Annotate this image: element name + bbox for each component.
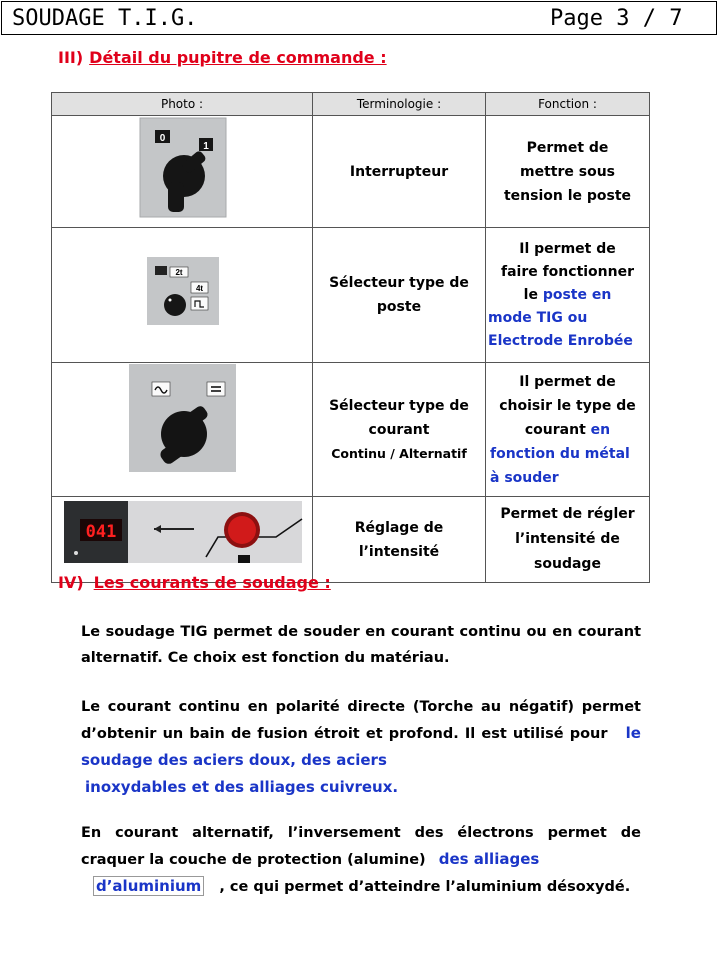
header-function: Fonction : (486, 93, 650, 116)
terminology-power-switch: Interrupteur (313, 116, 486, 228)
header-photo: Photo : (52, 93, 313, 116)
table-row (52, 116, 650, 228)
mode-label-4t: 4t (195, 284, 204, 293)
terminology-mode-selector: Sélecteur type de poste (313, 228, 486, 363)
page-header (1, 1, 717, 35)
current-selector-image (56, 363, 308, 488)
table-row (52, 497, 650, 583)
table-row (52, 228, 650, 363)
switch-label-1: 1 (203, 141, 209, 152)
photo-current-selector (52, 363, 313, 497)
paragraph-3: En courant alternatif, l’inversement des électrons permet de craquer la couche de protection (alumine) des alliages d’aluminium , ce qui permet d’atteindre l’aluminium désoxydé. (81, 825, 641, 895)
function-current-selector: Il permet de choisir le type de courant en fonction du métal à souder (486, 363, 650, 497)
page-number: Page 3 / 7 (550, 6, 683, 31)
paragraph-1: Le soudage TIG permet de souder en courant continu ou en courant alternatif. Ce choix est fonction du matériau. (81, 624, 641, 666)
header-terminology: Terminologie : (313, 93, 486, 116)
intensity-display: 041 (85, 522, 117, 542)
photo-power-switch (52, 116, 313, 228)
photo-intensity-control (52, 497, 313, 583)
section-3-number: III) (58, 48, 84, 67)
document-title: SOUDAGE T.I.G. (12, 6, 198, 31)
mode-label-2t: 2t (175, 268, 183, 277)
function-power-switch: Permet de mettre sous tension le poste (486, 116, 650, 228)
power-switch-image (56, 116, 308, 219)
section-3-heading (58, 48, 387, 67)
function-intensity: Permet de régler l’intensité de soudage (486, 497, 650, 583)
control-panel-table (51, 92, 650, 583)
terminology-current-selector: Sélecteur type de courant Continu / Alternatif (313, 363, 486, 497)
terminology-intensity: Réglage de l’intensité (313, 497, 486, 583)
section-4-heading (58, 573, 331, 592)
section-4-title: Les courants de soudage : (93, 573, 331, 592)
photo-mode-selector (52, 228, 313, 363)
mode-selector-image (56, 228, 308, 354)
section-3-title: Détail du pupitre de commande : (89, 48, 387, 67)
intensity-control-image (56, 497, 308, 574)
switch-label-0: 0 (159, 133, 166, 144)
table-row (52, 363, 650, 497)
section-4-number: IV) (58, 573, 84, 592)
paragraph-2: Le courant continu en polarité directe (Torche au négatif) permet d’obtenir un bain de fusion étroit et profond. Il est utilisé pour le soudage des aciers doux, des aciers inoxydables et des alliages cuivreux. (81, 699, 641, 796)
table-header-row (52, 93, 650, 116)
function-mode-selector: Il permet de faire fonctionner le poste en mode TIG ou Electrode Enrobée (486, 228, 650, 363)
